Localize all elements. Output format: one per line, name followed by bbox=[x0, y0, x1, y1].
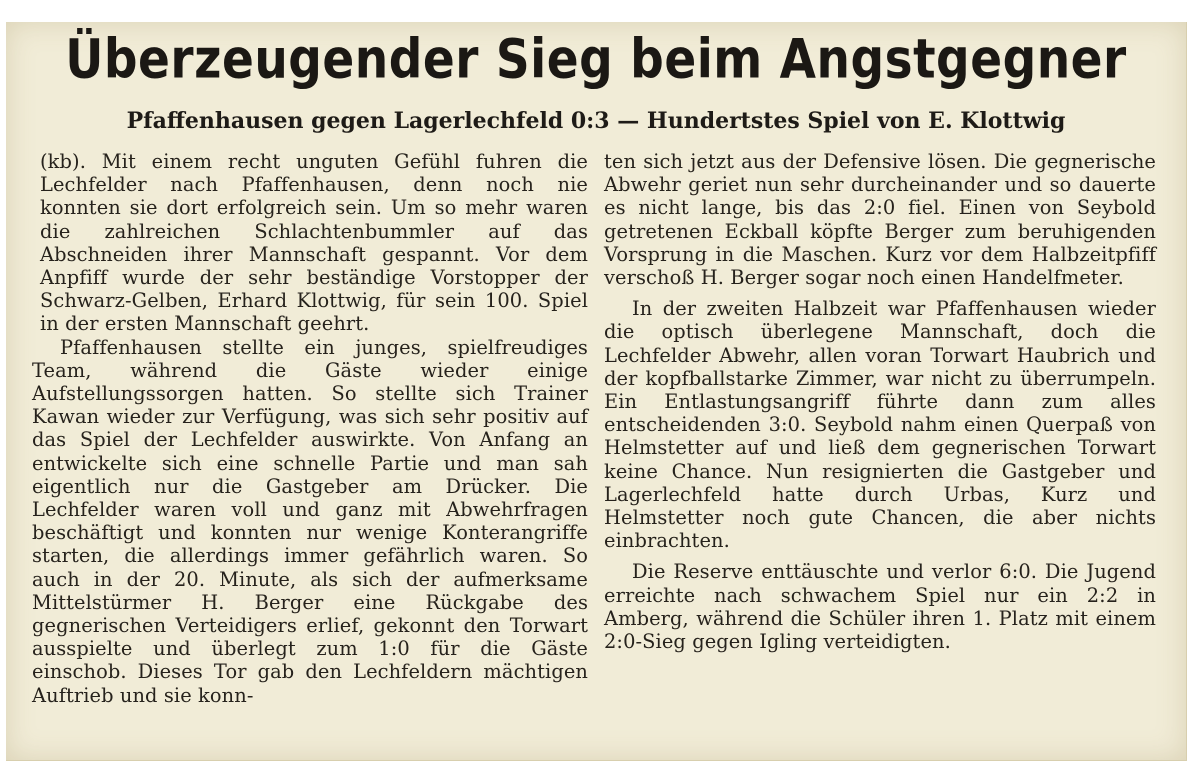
paragraph: In der zweiten Halbzeit war Pfaffenhausen wieder die optisch überlegene Mannschaft, doch die Lechfelder Abwehr, allen voran Torwart Haubrich und der kopfballstarke Zimmer, war nicht zu überrumpeln. Ein Entlastungsangriff führte dann zum alles entscheidenden 3:0. Seybold nahm einen Querpaß von Helmstetter auf und ließ dem gegnerischen Torwart keine Chance. Nun resignierten die Gastgeber und Lagerlechfeld hatte durch Urbas, Kurz und Helmstetter noch gute Chancen, die aber nichts einbrachten. bbox=[604, 297, 1156, 553]
paragraph: Die Reserve enttäuschte und verlor 6:0. Die Jugend erreichte nach schwachem Spiel nur ein 2:2 in Amberg, während die Schüler ihren 1. Platz mit einem 2:0-Sieg gegen Igling verteidigten. bbox=[604, 560, 1156, 654]
newspaper-clipping bbox=[6, 22, 1187, 761]
left-column bbox=[32, 150, 588, 707]
right-column bbox=[604, 150, 1156, 653]
paragraph: Pfaffenhausen stellte ein junges, spielfreudiges Team, während die Gäste wieder einige Aufstellungssorgen hatten. So stellte sich Trainer Kawan wieder zur Verfügung, was sich sehr positiv auf das Spiel der Lechfelder auswirkte. Von Anfang an entwickelte sich eine schnelle Partie und man sah eigentlich nur die Gastgeber am Drücker. Die Lechfelder waren voll und ganz mit Abwehrfragen beschäftigt und konnten nur wenige Konterangriffe starten, die allerdings immer gefährlich waren. So auch in der 20. Minute, als sich der aufmerksame Mittelstürmer H. Berger eine Rückgabe des gegnerischen Verteidigers erlief, gekonnt den Torwart ausspielte und überlegt zum 1:0 für die Gäste einschob. Dieses Tor gab den Lechfeldern mächtigen Auftrieb und sie konn- bbox=[32, 335, 588, 707]
article-headline: Überzeugender Sieg beim Angstgegner bbox=[65, 28, 1127, 92]
article-subheadline: Pfaffenhausen gegen Lagerlechfeld 0:3 — Hundertstes Spiel von E. Klottwig bbox=[126, 108, 1066, 134]
paragraph: ten sich jetzt aus der Defensive lösen. Die gegnerische Abwehr geriet nun sehr durcheinander und so dauerte es nicht lange, bis das 2:0 fiel. Einen von Seybold getretenen Eckball köpfte Berger zum beruhigenden Vorsprung in die Maschen. Kurz vor dem Halbzeitpfiff verschoß H. Berger sogar noch einen Handelfmeter. bbox=[604, 150, 1156, 290]
paragraph: (kb). Mit einem recht unguten Gefühl fuhren die Lechfelder nach Pfaffenhausen, denn noch nie konnten sie dort erfolgreich sein. Um so mehr waren die zahlreichen Schlachtenbummler auf das Abschneiden ihrer Mannschaft gespannt. Vor dem Anpfiff wurde der sehr beständige Vorstopper der Schwarz-Gelben, Erhard Klottwig, für sein 100. Spiel in der ersten Mannschaft geehrt. bbox=[40, 150, 588, 336]
